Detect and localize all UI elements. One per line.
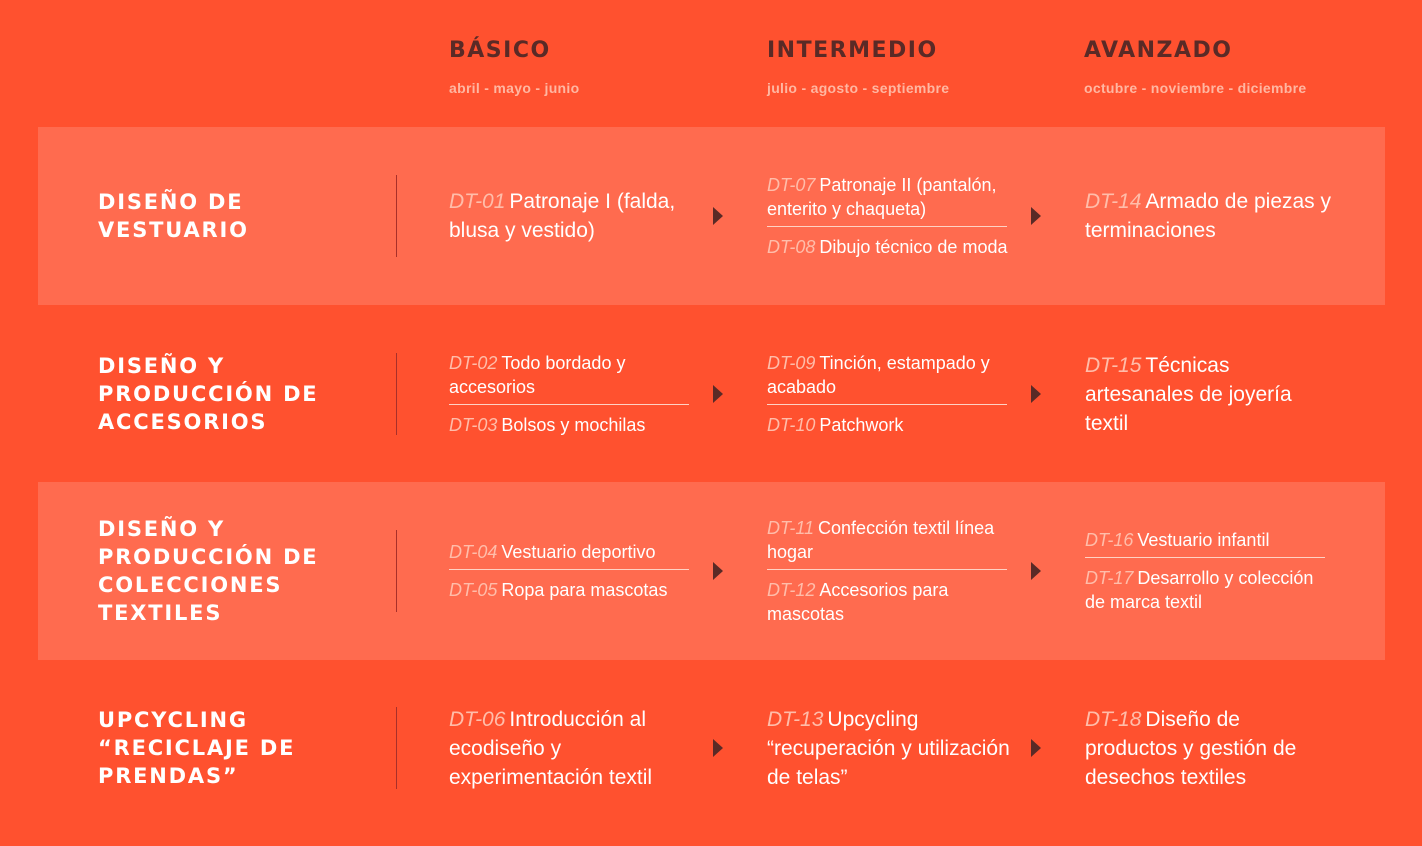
course-code: DT-07 (767, 175, 816, 195)
course-name: Desarrollo y colección de marca textil (1085, 568, 1314, 612)
program-row (0, 482, 1422, 660)
course-code: DT-01 (449, 190, 506, 213)
level-header-intermedio (767, 38, 1087, 96)
course-separator (767, 569, 1007, 570)
level-title: INTERMEDIO (767, 38, 938, 63)
course-separator (1085, 557, 1325, 558)
course-item (767, 705, 1012, 792)
level-months: octubre - noviembre - diciembre (1084, 80, 1307, 96)
course-separator (767, 226, 1007, 227)
course-code: DT-05 (449, 580, 498, 600)
course-item (449, 705, 704, 792)
course-code: DT-16 (1085, 530, 1134, 550)
course-item (767, 413, 1012, 437)
course-name: Introducción al ecodiseño y experimentación textil (449, 707, 653, 789)
course-item (767, 235, 1012, 259)
row-title (98, 482, 338, 660)
course-name: Patchwork (819, 415, 904, 435)
course-cell (767, 127, 1012, 305)
course-cell (449, 659, 704, 837)
course-cell (1085, 659, 1335, 837)
row-title (98, 659, 338, 837)
course-name: Upcycling “recuperación y utilización de telas” (767, 707, 1010, 789)
row-title (98, 305, 338, 483)
row-title (98, 127, 338, 305)
row-title-line: COLECCIONES (98, 573, 283, 597)
course-item (449, 578, 704, 602)
course-code: DT-04 (449, 542, 498, 562)
row-title-line: DISEÑO Y (98, 517, 226, 541)
course-code: DT-17 (1085, 568, 1134, 588)
row-title-line: PRODUCCIÓN DE (98, 545, 319, 569)
course-code: DT-03 (449, 415, 498, 435)
course-name: Accesorios para mascotas (767, 580, 949, 624)
row-title-line: PRODUCCIÓN DE (98, 382, 319, 406)
course-cell (449, 482, 704, 660)
row-title-line: UPCYCLING (98, 708, 248, 732)
course-cell (449, 305, 704, 483)
course-name: Vestuario infantil (1137, 530, 1270, 550)
arrow-right-icon (713, 207, 723, 225)
course-name: Ropa para mascotas (501, 580, 668, 600)
course-separator (449, 569, 689, 570)
program-row (0, 659, 1422, 837)
level-title: AVANZADO (1084, 38, 1233, 63)
course-name: Técnicas artesanales de joyería textil (1085, 353, 1292, 435)
row-title-line: “RECICLAJE DE (98, 736, 296, 760)
course-code: DT-15 (1085, 353, 1142, 377)
vertical-divider (396, 353, 397, 435)
course-code: DT-11 (767, 518, 815, 538)
program-row (0, 305, 1422, 483)
course-code: DT-08 (767, 237, 816, 257)
course-code: DT-18 (1085, 707, 1142, 731)
course-item (767, 351, 1012, 399)
program-row (0, 127, 1422, 305)
course-item (767, 516, 1012, 564)
course-item (449, 413, 704, 437)
course-name: Patronaje II (pantalón, enterito y chaqueta) (767, 175, 997, 219)
vertical-divider (396, 175, 397, 257)
arrow-right-icon (713, 562, 723, 580)
course-name: Todo bordado y accesorios (449, 353, 626, 397)
course-code: DT-12 (767, 580, 816, 600)
course-item (449, 351, 704, 399)
arrow-right-icon (1031, 562, 1041, 580)
course-separator (449, 404, 689, 405)
arrow-right-icon (1031, 739, 1041, 757)
level-header-avanzado (1084, 38, 1404, 96)
course-cell (1085, 127, 1335, 305)
course-item (449, 187, 704, 245)
course-code: DT-09 (767, 353, 816, 373)
course-cell (1085, 482, 1335, 660)
course-name: Diseño de productos y gestión de desechos textiles (1085, 707, 1297, 789)
course-separator (767, 404, 1007, 405)
course-item (1085, 187, 1335, 245)
course-cell (767, 659, 1012, 837)
course-name: Patronaje I (falda, blusa y vestido) (449, 190, 676, 242)
course-item (449, 540, 704, 564)
arrow-right-icon (713, 739, 723, 757)
course-code: DT-02 (449, 353, 498, 373)
course-code: DT-14 (1085, 190, 1142, 213)
vertical-divider (396, 530, 397, 612)
level-months: abril - mayo - junio (449, 80, 580, 96)
course-cell (767, 482, 1012, 660)
course-name: Dibujo técnico de moda (819, 237, 1008, 257)
course-name: Tinción, estampado y acabado (767, 353, 990, 397)
course-item (1085, 528, 1335, 552)
course-item (1085, 705, 1335, 792)
arrow-right-icon (1031, 207, 1041, 225)
row-title-line: PRENDAS” (98, 764, 239, 788)
arrow-right-icon (1031, 385, 1041, 403)
course-name: Confección textil línea hogar (767, 518, 995, 562)
course-code: DT-13 (767, 707, 824, 731)
course-item (1085, 351, 1335, 438)
course-code: DT-06 (449, 707, 506, 731)
course-code: DT-10 (767, 415, 816, 435)
course-name: Bolsos y mochilas (501, 415, 646, 435)
row-title-line: VESTUARIO (98, 218, 249, 242)
vertical-divider (396, 707, 397, 789)
course-name: Vestuario deportivo (501, 542, 656, 562)
level-title: BÁSICO (449, 38, 551, 63)
row-title-line: DISEÑO Y (98, 354, 226, 378)
course-item (767, 173, 1012, 221)
course-cell (449, 127, 704, 305)
course-cell (767, 305, 1012, 483)
arrow-right-icon (713, 385, 723, 403)
course-item (1085, 566, 1335, 614)
course-item (767, 578, 1012, 626)
row-title-line: DISEÑO DE (98, 190, 244, 214)
level-header-basico (449, 38, 769, 96)
level-months: julio - agosto - septiembre (767, 80, 950, 96)
row-title-line: ACCESORIOS (98, 410, 268, 434)
row-title-line: TEXTILES (98, 601, 223, 625)
course-name: Armado de piezas y terminaciones (1085, 190, 1332, 242)
course-cell (1085, 305, 1335, 483)
